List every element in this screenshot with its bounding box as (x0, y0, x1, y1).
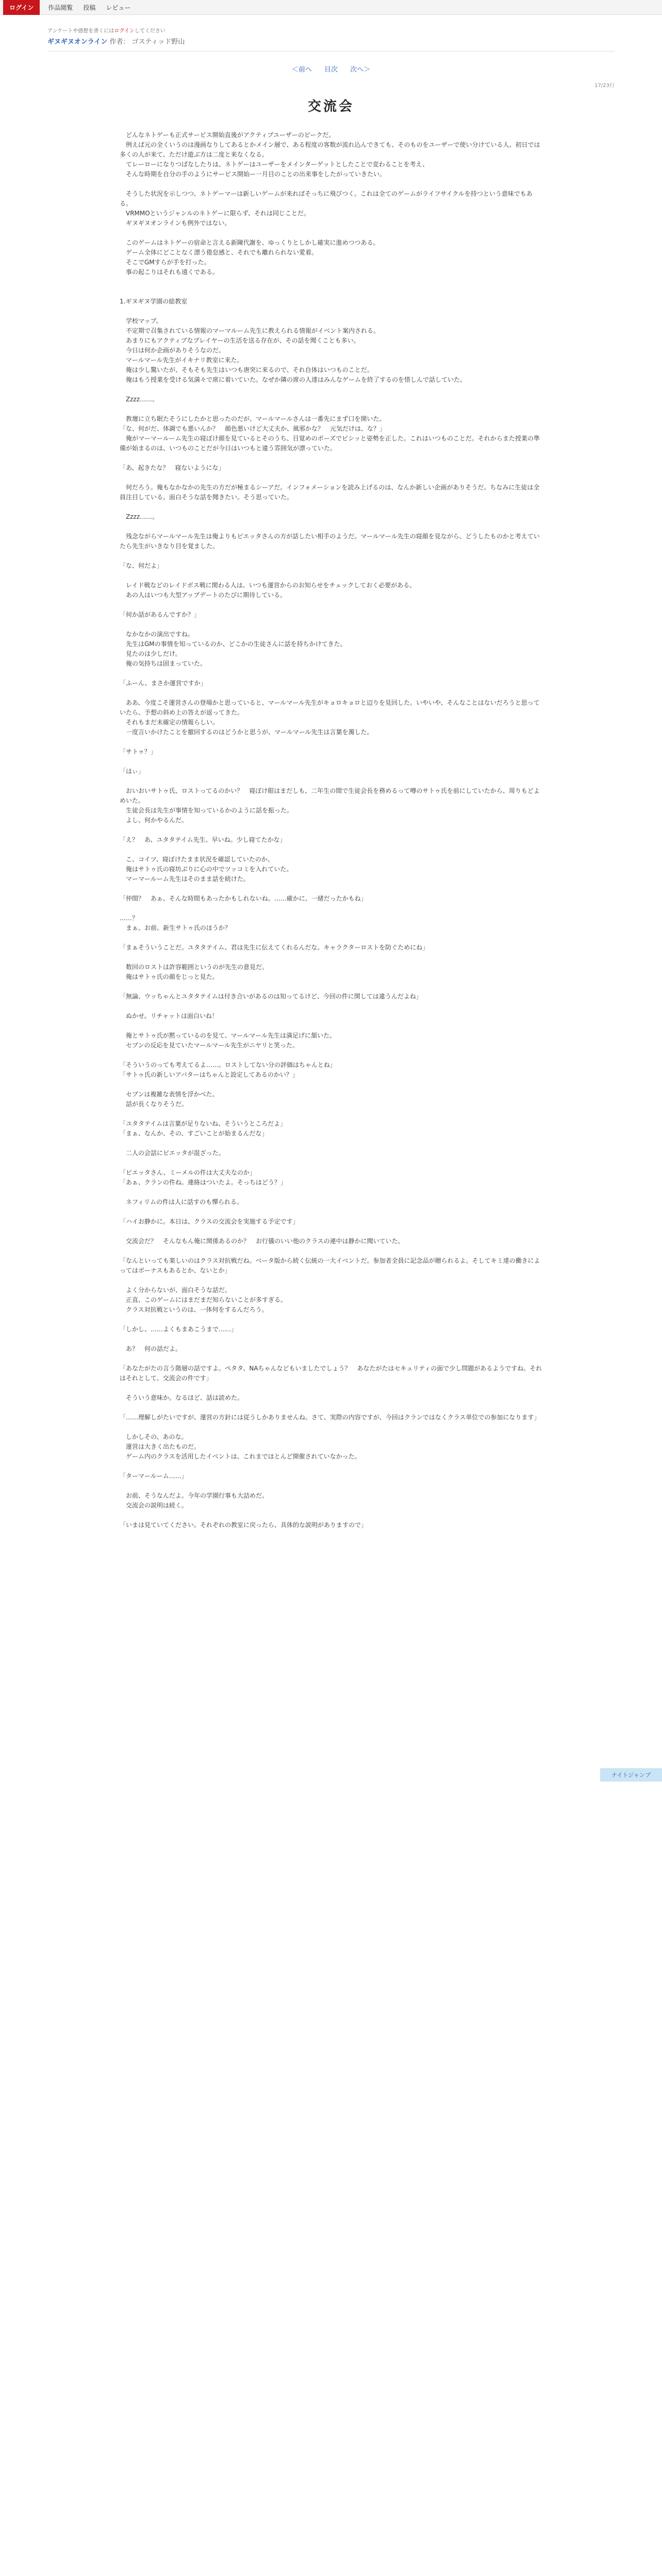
novel-paragraph: まぁ、お前、新生サトゥ氏のほうか？ (120, 924, 231, 931)
next-chapter-link[interactable]: 次へ＞ (350, 66, 371, 74)
novel-paragraph: 生徒会長は先生が事情を知っているかのように話を振った。 (120, 807, 293, 814)
novel-paragraph: 事の起こりはそれも遠くである。 (120, 268, 219, 276)
novel-paragraph (120, 982, 542, 992)
novel-paragraph (120, 502, 542, 512)
novel-paragraph: レイド戦などのレイドボス戦に関わる人は、いつも運営からのお知らせをチェックしておく必要がある。 (120, 582, 416, 589)
novel-paragraph: 「ふーん、まさか運営ですか」 (120, 680, 207, 687)
novel-paragraph: そういう意味か。なるほど、話は読めた。 (120, 1394, 244, 1401)
novel-paragraph: このゲームはネトゲーの宿命と言える新陳代謝を、ゆっくりとしかし確実に進めつつある。 (120, 239, 379, 246)
novel-paragraph: 学校マップ。 (120, 317, 162, 325)
novel-paragraph: 「……理解しがたいですが、運営の方針には従うしかありませんね。さて、実際の内容ですが、今回はクランではなくクラス単位での参加になります」 (120, 1414, 540, 1421)
novel-paragraph: 「サトゥ氏の新しいアバターはちゃんと設定してあるのかい？」 (120, 1071, 299, 1078)
toc-link[interactable]: 目次 (324, 66, 338, 74)
novel-paragraph: そんな時期を自分の手のようにサービス開始ー一月目のことの出来事をしたがっていきたい。 (120, 171, 386, 178)
novel-paragraph (120, 228, 542, 238)
novel-paragraph: 先生はGMの事情を知っているのか、どこかの生徒さんに話を持ちかけてきた。 (120, 640, 346, 648)
novel-paragraph: 俺は少し驚いたが、そもそも先生はいつも唐突に来るので、それ自体はいつものことだ。 (120, 366, 373, 374)
novel-body (120, 130, 542, 1530)
novel-paragraph: ああ、今度こそ運営さんの登場かと思っていると、マールマール先生がキョロキョロと辺りを見回した。いやいや、そんなことはないだろうと思っていたら、予想の斜め上の答えが返ってきた。 (120, 699, 540, 716)
novel-paragraph (120, 307, 542, 316)
novel-paragraph: Zzzz……。 (120, 513, 159, 520)
novel-paragraph (120, 1188, 542, 1197)
novel-paragraph: 「え？ あ、ユタタテイム先生、早いね。少し寝てたかな」 (120, 836, 286, 843)
novel-paragraph (120, 884, 542, 894)
novel-paragraph: 「しかし、……よくもまあこうまで……」 (120, 1326, 238, 1333)
novel-paragraph: Zzzz……。 (120, 396, 159, 403)
novel-paragraph: 交流会だ？ そんなもん俺に関係あるのか？ お行儀のいい他のクラスの連中は静かに聞いていた。 (120, 1238, 404, 1245)
novel-paragraph (120, 1422, 542, 1432)
novel-paragraph (120, 688, 542, 698)
prev-chapter-link[interactable]: ＜前へ (291, 66, 312, 74)
novel-paragraph: それもまだ未確定の情報らしい。 (120, 719, 219, 726)
novel-paragraph (120, 845, 542, 855)
series-title-link[interactable]: ギヌギヌオンライン (47, 38, 108, 46)
author-label: 作者： (109, 38, 130, 46)
novel-paragraph (120, 1276, 542, 1285)
novel-paragraph (120, 1334, 542, 1344)
nav-item-review[interactable]: レビュー (106, 4, 131, 11)
novel-paragraph: 俺の気持ちは固まっていた。 (120, 660, 207, 667)
novel-paragraph: 「なんといっても楽しいのはクラス対抗戦だね。ベータ版から続く伝統の一大イベントだ。参加者全員に記念品が贈られるよ。そしてキミ達の働きによってはボーナスもあるとか、ないとか」 (120, 1257, 540, 1274)
novel-paragraph: セブンの反応を見ていたマールマール先生がニヤリと笑った。 (120, 1042, 299, 1049)
novel-paragraph: 「サトゥ？」 (120, 748, 157, 755)
side-badge[interactable]: ナイトジャンプ (600, 1768, 662, 1782)
novel-paragraph (120, 904, 542, 913)
novel-paragraph: てレーローになりつばなしたりは、ネトゲーはユーザーをメインターゲットとしたことで変わることを考え、 (120, 161, 429, 168)
novel-paragraph (120, 1246, 542, 1256)
novel-paragraph (120, 1354, 542, 1364)
novel-paragraph (120, 453, 542, 463)
novel-paragraph: 交流会の説明は続く。 (120, 1502, 188, 1509)
novel-paragraph: マールマール先生がイキナリ教室に来た。 (120, 357, 243, 364)
novel-paragraph: そこでGMすらが手を打った。 (120, 259, 210, 266)
novel-paragraph: 不定期で召集されている情報のマーマルーム先生に教えられる情報がイベント案内される。 (120, 327, 380, 334)
novel-paragraph (120, 385, 542, 395)
novel-paragraph: 残念ながらマールマール先生は俺よりもピエッタさんの方が話したい相手のようだ。マールマール先生の寝顔を見ながら、どうしたものかと考えていたら先生がいきなり目を覚ました。 (120, 533, 540, 550)
novel-paragraph: よし、何かやるんだ。 (120, 817, 188, 824)
novel-paragraph: 例えば元の全くいうのは漫画なりしてあるとかメイン層で、ある程度の客数が流れ込んできても、そのものをユーザーで使い分けている人、初日では多くの人が来て、ただけ遊ぶ方は二度と来なくなる。 (120, 141, 540, 158)
novel-paragraph (120, 551, 542, 561)
novel-paragraph: 二人の会話にピエッタが混ざった。 (120, 1149, 225, 1157)
novel-paragraph: 見たのは少しだけ。 (120, 650, 181, 657)
novel-paragraph (120, 1080, 542, 1090)
novel-paragraph: 「あぁ、クランの件ね。連絡はついたよ。そっちはどう？」 (120, 1179, 287, 1186)
novel-paragraph: おいおいサトゥ氏、ロストってるのかい？ 寝ぼけ眼はまだしも、二年生の間で生徒会長を務めるって噂のサトゥ氏を前にしていたから、周りもどよめいた。 (120, 787, 540, 804)
chapter-pager (47, 64, 615, 74)
novel-paragraph: ゲーム内のクラスを活用したイベントは、これまでほとんど開催されていなかった。 (120, 1453, 361, 1460)
chapter-count: 17/23行 (594, 83, 615, 89)
novel-paragraph: 「まぁそういうことだ。ユタタテイム、君は先生に伝えてくれるんだな。キャラクターロストを防ぐためにね」 (120, 944, 429, 951)
novel-paragraph: 運営は大きく出たものだ。 (120, 1443, 201, 1450)
novel-paragraph: 教壇に立ち眠たそうにしたかと思ったのだが、マールマールさんは一番先にまず口を開いた。 (120, 415, 386, 422)
novel-paragraph (120, 600, 542, 610)
novel-paragraph (120, 825, 542, 835)
novel-paragraph (120, 1383, 542, 1393)
novel-paragraph: 「ユタタテイムは言葉が足りないね、そういうところだよ」 (120, 1120, 287, 1127)
novel-paragraph: ぬかせ。リチャットは面白いね！ (120, 1012, 219, 1020)
novel-paragraph: 「な、何だよ」 (120, 562, 163, 569)
novel-paragraph (120, 1207, 542, 1217)
novel-paragraph (120, 1050, 542, 1060)
novel-paragraph: あまりにもアクティブなプレイヤーの生活を送る存在が、その話を聞くことも多い。 (120, 337, 360, 344)
novel-paragraph: 「ターマールーム……」 (120, 1472, 188, 1480)
novel-paragraph: 1.ギヌギヌ学園の総教室 (120, 298, 188, 305)
novel-paragraph: よく分からないが、面白そうな話だ。 (120, 1286, 231, 1294)
novel-paragraph (120, 620, 542, 630)
author-name-link[interactable]: ゴスティッド野山 (131, 38, 185, 46)
novel-paragraph: あの人はいつも大型アップデートのたびに期待している。 (120, 591, 287, 599)
nav-item-post[interactable]: 投稿 (83, 4, 96, 11)
novel-paragraph: 一度言いかけたことを撤回するのはどうかと思うが、マールマール先生は言葉を濁した。 (120, 728, 373, 736)
novel-paragraph: セブンは複雑な表情を浮かべた。 (120, 1091, 219, 1098)
novel-paragraph (120, 1462, 542, 1471)
novel-paragraph: 「まぁ、なんか、その、すごいことが始まるんだな」 (120, 1130, 268, 1137)
novel-paragraph: 「な、何がだ、体調でも悪いんか？ 顔色悪いけど大丈夫か、風邪かな？ 元気だけは、な？」 (120, 425, 386, 432)
novel-paragraph: 「何か話があるんですか？」 (120, 611, 201, 618)
login-button[interactable]: ログイン (3, 0, 40, 15)
novel-paragraph (120, 287, 542, 297)
novel-paragraph (120, 404, 542, 414)
novel-paragraph (120, 1158, 542, 1168)
novel-paragraph: なかなかの演出ですね。 (120, 631, 194, 638)
novel-paragraph: 俺はもう授業を受ける気満々で席に着いていた。なぜか隣の席の人達はみんなゲームを終了するのを惜しんで話していた。 (120, 376, 467, 383)
novel-paragraph: マーマールーム先生はそのまま話を続けた。 (120, 875, 250, 883)
novel-paragraph: 今日は何か企画がありそうなのだ。 (120, 347, 225, 354)
novel-paragraph (120, 1021, 542, 1031)
novel-paragraph: ……？ (120, 914, 139, 922)
main-content (47, 15, 615, 1530)
novel-paragraph (120, 1227, 542, 1236)
novel-paragraph: 「仲間？ あぁ、そんな時間もあったかもしれないね。……確かに、一緒だったかもね」 (120, 895, 367, 902)
novel-paragraph (120, 737, 542, 747)
novel-paragraph: 「あなたがたの言う階層の話ですよ。ペタタ、NAちゃんなどもいましたでしょう？ あなたがたはセキュリティの面で少し問題があるようですね。それはそれとして、交流会の件です」 (120, 1365, 542, 1382)
notice-text-pre: アンケートや感想を書くには (47, 28, 114, 34)
novel-paragraph (120, 522, 542, 532)
novel-paragraph: 俺はサトゥ氏の寝坊ぶりに心の中でツッコミを入れていた。 (120, 866, 293, 873)
novel-paragraph: お前、そうなんだよ。今年の学園行事も大詰めだ。 (120, 1492, 269, 1499)
novel-paragraph (120, 277, 542, 287)
series-info (47, 36, 615, 46)
novel-paragraph: ギヌギヌオンラインも例外ではない。 (120, 219, 231, 227)
novel-paragraph: VRMMOというジャンルのネトゲーに限らず、それは同じことだ。 (120, 210, 310, 217)
novel-paragraph: こ、コイツ、寝ぼけたまま状況を確認していたのか。 (120, 856, 274, 863)
chapter-title: 交流会 (307, 99, 354, 114)
novel-paragraph: 正直、このゲームにはまだまだ知らないことが多すぎる。 (120, 1296, 287, 1303)
novel-paragraph: 何だろう。俺もなかなかの先生の方だが極まるシーアだ。インフォメーションを読み上げるのは、なんか新しい企画がありそうだ。ちなみに生徒は全員注目している。面白そうな話を聞きたい。そう思っていた。 (120, 484, 540, 501)
notice-text-post: してください (134, 28, 166, 34)
novel-paragraph: どんなネトゲーも正式サービス開始直後がアクティブユーザーのピークだ。 (120, 131, 335, 139)
novel-paragraph: 数回のロストは許容範囲というのが先生の意見だ。 (120, 963, 269, 971)
novel-paragraph (120, 1315, 542, 1325)
novel-paragraph: 「あ、起きたな？ 寝ないようにな」 (120, 464, 225, 471)
novel-paragraph (120, 669, 542, 679)
novel-paragraph: 「いまは見ていてください。それぞれの教室に戻ったら、具体的な説明がありますので」 (120, 1521, 368, 1529)
divider (47, 51, 615, 52)
novel-paragraph: クラス対抗戦というのは、一体何をするんだろう。 (120, 1306, 268, 1313)
novel-paragraph: ゲーム全体にどことなく漂う倦怠感と、それでも離れられない愛着。 (120, 249, 318, 256)
novel-paragraph (120, 179, 542, 189)
novel-paragraph: 「無論、ウッちゃんとユタタテイムは付き合いがあるのは知ってるけど、今回の件に関しては違うんだよね」 (120, 993, 422, 1000)
novel-paragraph: ネフィリムの件は人に話すのも憚られる。 (120, 1198, 243, 1206)
novel-paragraph (120, 1109, 542, 1119)
novel-paragraph: あ？ 何の話だよ。 (120, 1345, 182, 1352)
nav-item-browse[interactable]: 作品閲覧 (48, 4, 73, 11)
novel-paragraph: 俺とサトゥ氏が黙っているのを見て、マールマール先生は満足げに頷いた。 (120, 1032, 336, 1039)
novel-paragraph: 「ピエッタさん、ミーメルの件は大丈夫なのか」 (120, 1169, 256, 1176)
novel-paragraph (120, 1403, 542, 1413)
novel-paragraph (120, 1511, 542, 1520)
novel-paragraph (120, 473, 542, 483)
novel-paragraph (120, 571, 542, 581)
notice-login-link[interactable]: ログイン (114, 28, 135, 34)
novel-paragraph: 話が長くなりそうだ。 (120, 1100, 188, 1108)
novel-paragraph: 俺はサトゥ氏の顔をじっと見た。 (120, 973, 219, 980)
novel-paragraph: 「そういうのっても考えてるよ……。ロストしてない分の評価はちゃんとね」 (120, 1061, 336, 1069)
novel-paragraph: 俺がマーマールーム先生の寝ぼけ顔を見ているとそのうち、目覚めのポーズでピシッと姿勢を正した。これはいつものことだ。それからまた授業の準備が始まるのは、いつものことだが今日はいつもと違う雰囲気が漂っていた。 (120, 435, 540, 452)
novel-paragraph (120, 953, 542, 962)
top-nav-bar (0, 0, 662, 15)
novel-paragraph (120, 1002, 542, 1011)
novel-paragraph (120, 776, 542, 786)
novel-paragraph: 「はぃ」 (120, 768, 145, 775)
novel-paragraph (120, 1139, 542, 1148)
novel-paragraph: そうした状況を示しつつ、ネトゲーマーは新しいゲームが来ればそっちに飛びつく。これは全てのゲームがライフサイクルを持つという意味でもある。 (120, 190, 533, 207)
novel-paragraph (120, 933, 542, 943)
login-notice (47, 26, 615, 34)
novel-paragraph (120, 1481, 542, 1491)
novel-paragraph: しかしその、あのな。 (120, 1433, 188, 1440)
novel-paragraph: 「ハイお静かに。本日は、クラスの交流会を実施する予定です」 (120, 1218, 299, 1225)
novel-paragraph (120, 757, 542, 767)
